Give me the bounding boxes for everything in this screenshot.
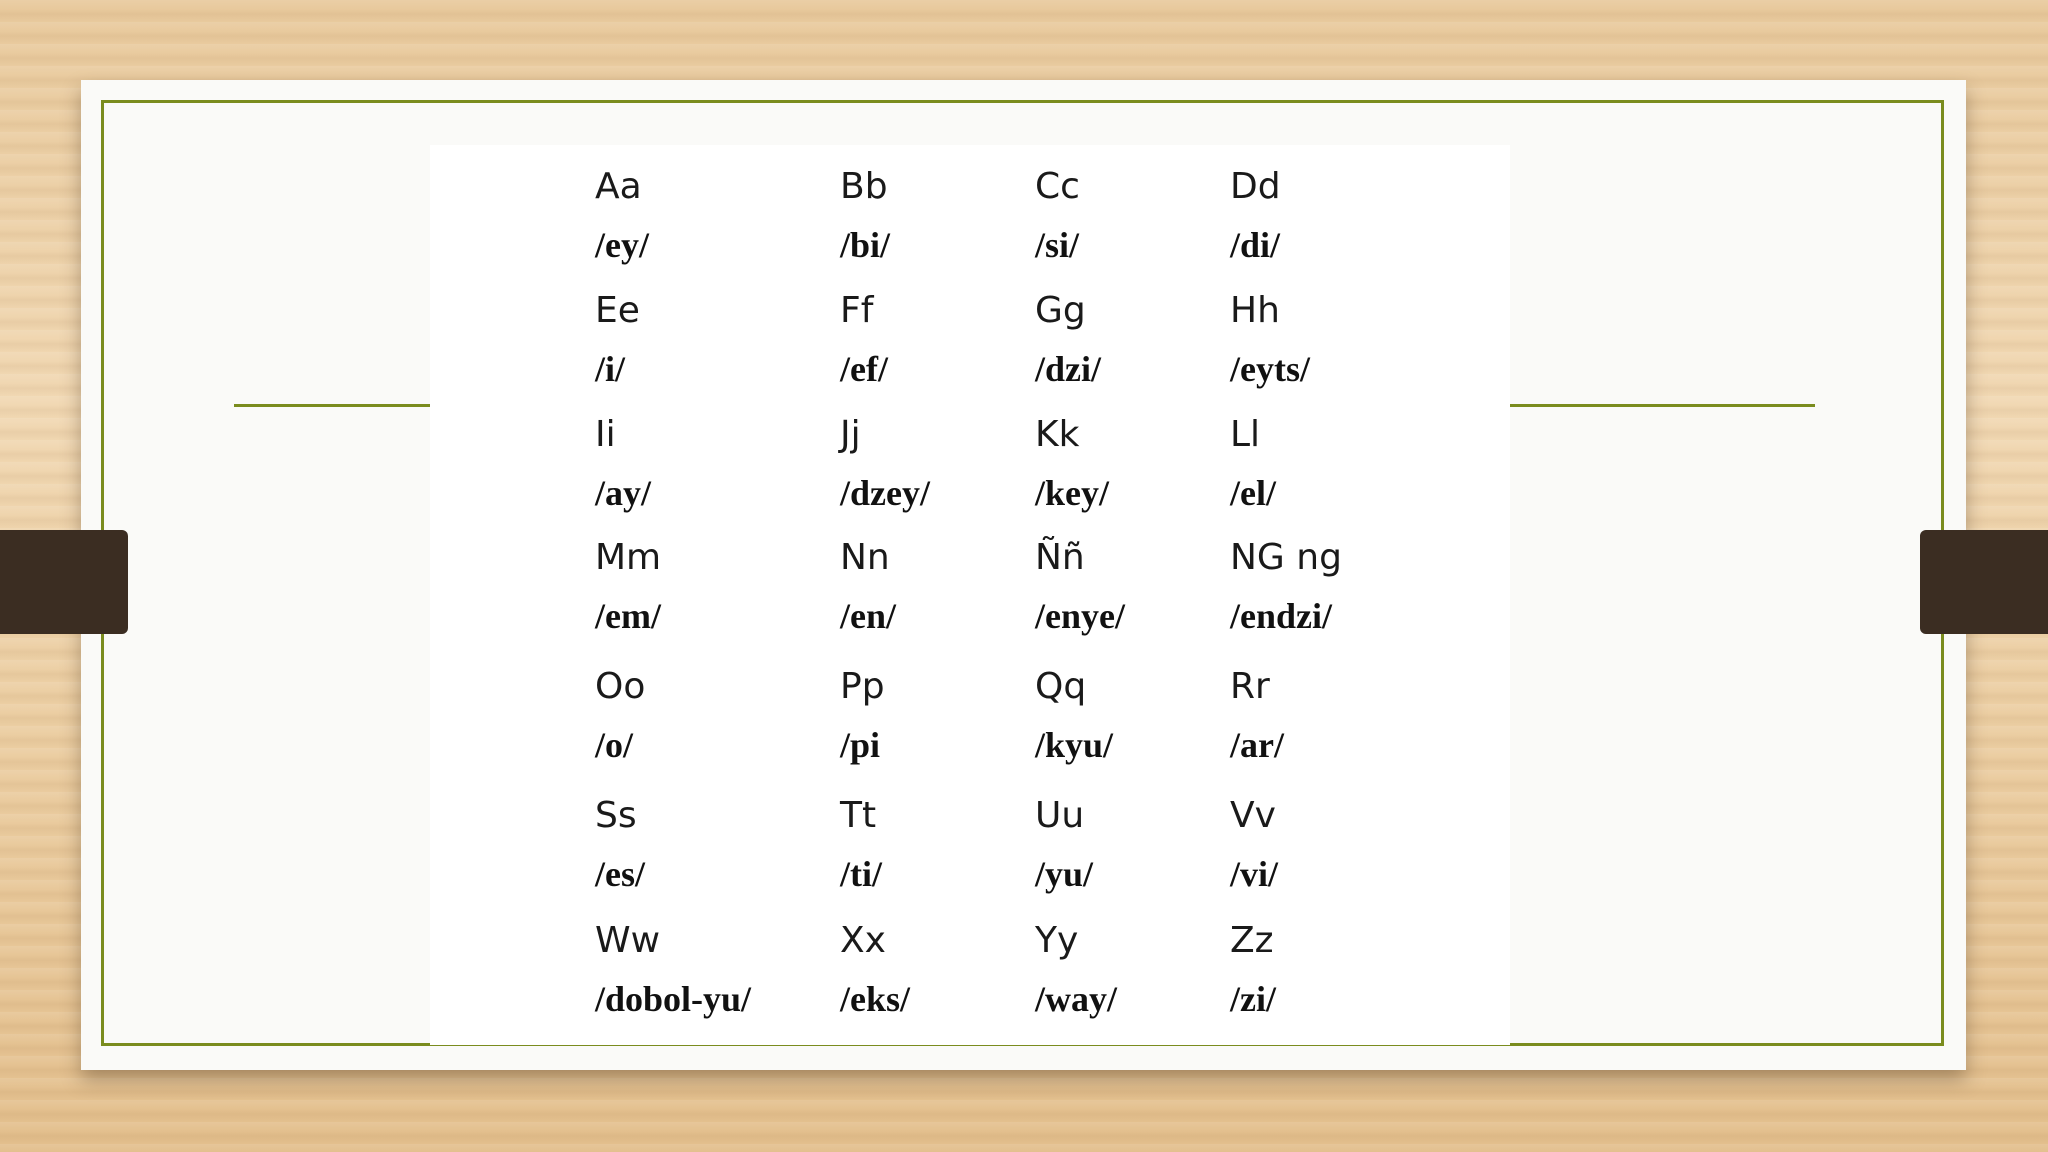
left-accent-line xyxy=(234,404,430,407)
left-decorative-tab xyxy=(0,530,128,634)
letter-pair: Zz xyxy=(1230,920,1274,961)
alphabet-entry xyxy=(1035,167,1255,265)
pronunciation: /eyts/ xyxy=(1230,349,1310,389)
letter-pair: Pp xyxy=(840,666,885,707)
letter-pair: Ee xyxy=(595,290,640,331)
letter-pair: Bb xyxy=(840,166,888,207)
letter-pair: Ññ xyxy=(1035,537,1085,578)
alphabet-entry xyxy=(595,538,815,636)
alphabet-entry xyxy=(1035,796,1255,894)
letter-pair: Ll xyxy=(1230,414,1261,455)
alphabet-entry xyxy=(595,667,815,765)
alphabet-entry xyxy=(1230,291,1450,389)
letter-pair: Kk xyxy=(1035,414,1080,455)
pronunciation: /i/ xyxy=(595,349,626,389)
pronunciation: /en/ xyxy=(840,596,897,636)
pronunciation: /vi/ xyxy=(1230,854,1279,894)
letter-pair: Ff xyxy=(840,290,874,331)
right-decorative-tab xyxy=(1920,530,2048,634)
alphabet-entry xyxy=(1035,291,1255,389)
alphabet-entry xyxy=(595,415,815,513)
pronunciation: /el/ xyxy=(1230,473,1276,513)
alphabet-entry xyxy=(1230,667,1450,765)
alphabet-entry xyxy=(595,921,815,1019)
letter-pair: Hh xyxy=(1230,290,1280,331)
pronunciation: /zi/ xyxy=(1230,979,1276,1019)
alphabet-entry xyxy=(1035,538,1255,636)
alphabet-entry xyxy=(1035,921,1255,1019)
pronunciation: /dobol-yu/ xyxy=(595,979,752,1019)
letter-pair: Uu xyxy=(1035,795,1085,836)
pronunciation: /si/ xyxy=(1035,225,1080,265)
letter-pair: Qq xyxy=(1035,666,1087,707)
alphabet-entry xyxy=(595,796,815,894)
pronunciation: /di/ xyxy=(1230,225,1281,265)
letter-pair: Nn xyxy=(840,537,890,578)
alphabet-entry xyxy=(840,167,1060,265)
letter-pair: Gg xyxy=(1035,290,1086,331)
pronunciation: /o/ xyxy=(595,725,634,765)
pronunciation: /ay/ xyxy=(595,473,652,513)
letter-pair: Aa xyxy=(595,166,642,207)
pronunciation: /pi xyxy=(840,725,881,765)
letter-pair: Rr xyxy=(1230,666,1270,707)
letter-pair: Mm xyxy=(595,537,662,578)
pronunciation: /ti/ xyxy=(840,854,882,894)
alphabet-entry xyxy=(840,921,1060,1019)
alphabet-entry xyxy=(1230,796,1450,894)
right-accent-line xyxy=(1510,404,1815,407)
letter-pair: Dd xyxy=(1230,166,1281,207)
alphabet-entry xyxy=(1230,921,1450,1019)
letter-pair: Oo xyxy=(595,666,646,707)
alphabet-entry xyxy=(840,291,1060,389)
alphabet-entry xyxy=(1035,415,1255,513)
letter-pair: NG ng xyxy=(1230,537,1342,578)
alphabet-chart xyxy=(430,145,1510,1045)
alphabet-entry xyxy=(1230,538,1450,636)
letter-pair: Cc xyxy=(1035,166,1080,207)
alphabet-entry xyxy=(840,415,1060,513)
alphabet-entry xyxy=(1230,415,1450,513)
alphabet-entry xyxy=(1230,167,1450,265)
letter-pair: Ii xyxy=(595,414,616,455)
alphabet-entry xyxy=(1035,667,1255,765)
pronunciation: /em/ xyxy=(595,596,661,636)
pronunciation: /kyu/ xyxy=(1035,725,1114,765)
alphabet-entry xyxy=(595,167,815,265)
letter-pair: Yy xyxy=(1035,920,1079,961)
pronunciation: /dzi/ xyxy=(1035,349,1102,389)
pronunciation: /way/ xyxy=(1035,979,1118,1019)
pronunciation: /key/ xyxy=(1035,473,1110,513)
pronunciation: /ar/ xyxy=(1230,725,1284,765)
letter-pair: Ss xyxy=(595,795,637,836)
pronunciation: /es/ xyxy=(595,854,645,894)
pronunciation: /endzi/ xyxy=(1230,596,1333,636)
pronunciation: /eks/ xyxy=(840,979,911,1019)
alphabet-entry xyxy=(595,291,815,389)
letter-pair: Xx xyxy=(840,920,886,961)
pronunciation: /ey/ xyxy=(595,225,649,265)
alphabet-entry xyxy=(840,796,1060,894)
pronunciation: /enye/ xyxy=(1035,596,1125,636)
alphabet-entry xyxy=(840,538,1060,636)
pronunciation: /ef/ xyxy=(840,349,888,389)
letter-pair: Vv xyxy=(1230,795,1276,836)
letter-pair: Jj xyxy=(840,414,861,455)
pronunciation: /bi/ xyxy=(840,225,891,265)
pronunciation: /yu/ xyxy=(1035,854,1094,894)
alphabet-entry xyxy=(840,667,1060,765)
letter-pair: Tt xyxy=(840,795,877,836)
pronunciation: /dzey/ xyxy=(840,473,930,513)
letter-pair: Ww xyxy=(595,920,661,961)
